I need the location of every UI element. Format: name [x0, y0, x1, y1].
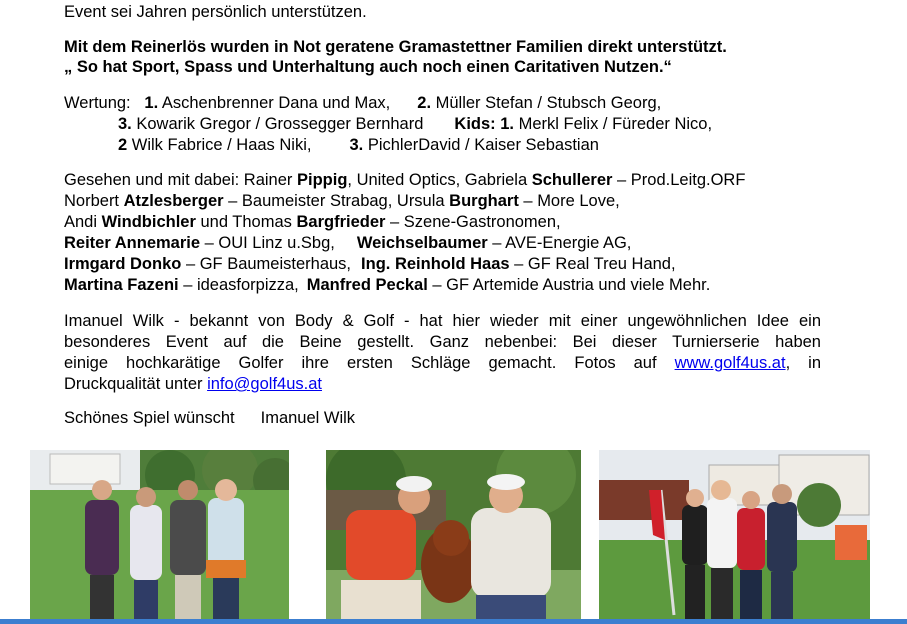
guests-line-5: Irmgard Donko – GF Baumeisterhaus, Ing. Reinhold Haas – GF Real Treu Hand,: [64, 255, 676, 273]
guests-line-4: Reiter Annemarie – OUI Linz u.Sbg, Weichselbaumer – AVE-Energie AG,: [64, 234, 632, 252]
results-line-2: [118, 114, 712, 134]
rank: 2: [118, 136, 128, 154]
rank: 3.: [118, 115, 132, 133]
description-paragraph: [64, 311, 821, 395]
rank: 2.: [417, 94, 432, 112]
guests-line-3: Andi Windbichler und Thomas Bargfrieder – Szene-Gastronomen,: [64, 213, 561, 231]
paragraph-row: einige hochkarätige Golfer ihre ersten Schläge gemacht. Fotos auf www.golf4us.at, in: [64, 354, 821, 372]
guests-line-1: Gesehen und mit dabei: Rainer Pippig, United Optics, Gabriela Schullerer – Prod.Leitg.ORF: [64, 171, 746, 189]
results-label: Wertung:: [64, 94, 131, 112]
guests-line-2: Norbert Atzlesberger – Baumeister Strabag, Ursula Burghart – More Love,: [64, 192, 620, 210]
closing-line: Schönes Spiel wünscht Imanuel Wilk: [64, 409, 356, 427]
result-name: PichlerDavid / Kaiser Sebastian: [363, 136, 599, 154]
rank: 3.: [349, 136, 364, 154]
group-photo-four-golfers: [30, 450, 289, 620]
results-line-1: [64, 93, 661, 113]
bottom-bar: [0, 619, 907, 624]
rank: 1.: [144, 94, 159, 112]
result-name: Aschenbrenner Dana und Max,: [158, 94, 391, 112]
email-link[interactable]: info@golf4us.at: [207, 375, 322, 393]
signature-name: Imanuel Wilk: [260, 409, 356, 427]
photo-group-with-flag: [599, 450, 870, 620]
results-line-3: [118, 135, 599, 155]
intro-text: Event sei Jahren persönlich unterstützen.: [64, 3, 367, 21]
result-name: Müller Stefan / Stubsch Georg,: [431, 94, 662, 112]
bold-statement-2: „ So hat Sport, Spass und Unterhaltung auch noch einen Caritativen Nutzen.“: [64, 58, 672, 76]
result-name: Wilk Fabrice / Haas Niki,: [127, 136, 312, 154]
photo-couple-with-dog: [326, 450, 581, 620]
paragraph-row: Druckqualität unter info@golf4us.at: [64, 375, 322, 393]
guests-line-6: Martina Fazeni – ideasforpizza, Manfred Peckal – GF Artemide Austria und viele Mehr.: [64, 276, 711, 294]
paragraph-row: besonderes Event auf die Beine gestellt. Ganz nebenbei: Bei dieser Turnierserie haben: [64, 333, 821, 351]
rank: Kids: 1.: [454, 115, 515, 133]
paragraph-row: Imanuel Wilk - bekannt von Body & Golf - hat hier wieder mit einer ungewöhnlichen Idee ein: [64, 312, 821, 330]
result-name: Merkl Felix / Füreder Nico,: [514, 115, 713, 133]
result-name: Kowarik Gregor / Grossegger Bernhard: [131, 115, 424, 133]
website-link[interactable]: www.golf4us.at: [674, 354, 786, 372]
bold-statement-1: Mit dem Reinerlös wurden in Not geratene Gramastettner Familien direkt unterstützt.: [64, 38, 727, 56]
